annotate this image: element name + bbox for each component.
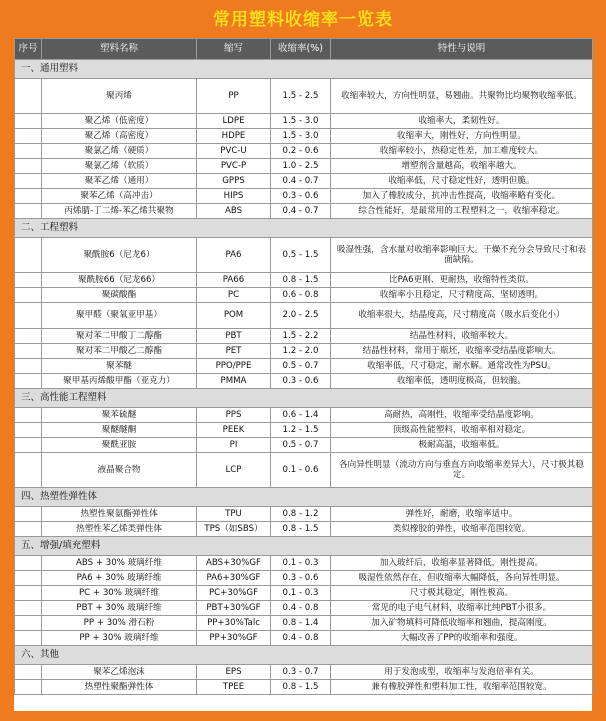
index-cell [15, 680, 42, 695]
note-cell: 结晶性材料，收缩率较大。 [331, 329, 593, 344]
index-cell [15, 631, 42, 646]
note-cell: 收缩率大，刚性好，方向性明显。 [331, 129, 593, 144]
index-cell [15, 665, 42, 680]
abbr-cell: PBT+30%GF [197, 601, 271, 616]
index-cell [15, 288, 42, 303]
rate-cell: 0.1 - 0.3 [271, 586, 331, 601]
abbr-cell: HIPS [197, 189, 271, 204]
name-cell: ABS + 30% 玻璃纤维 [42, 556, 197, 571]
page-title: 常用塑料收缩率一览表 [213, 10, 393, 30]
index-cell [15, 129, 42, 144]
name-cell: 聚苯乙烯（高冲击） [42, 189, 197, 204]
note-cell: 大幅改善了PP的收缩率和强度。 [331, 631, 593, 646]
index-cell [15, 159, 42, 174]
abbr-cell: PC [197, 288, 271, 303]
table-row [15, 174, 593, 189]
abbr-cell: LDPE [197, 114, 271, 129]
abbr-cell: HDPE [197, 129, 271, 144]
rate-cell: 0.8 - 1.5 [271, 273, 331, 288]
index-cell [15, 144, 42, 159]
name-cell: 聚碳酸酯 [42, 288, 197, 303]
rate-cell: 0.5 - 1.5 [271, 238, 331, 273]
name-cell: 聚苯醚 [42, 359, 197, 374]
note-cell: 吸湿性强，含水量对收缩率影响巨大。干燥不充分会导致尺寸和表面缺陷。 [331, 238, 593, 273]
index-cell [15, 438, 42, 453]
section-row [15, 488, 593, 507]
note-cell: 综合性能好，是最常用的工程塑料之一，收缩率稳定。 [331, 204, 593, 219]
name-cell: 聚氯乙烯（软质） [42, 159, 197, 174]
name-cell: 聚醚醚酮 [42, 423, 197, 438]
section-label: 一、通用塑料 [15, 60, 593, 79]
abbr-cell: PPS [197, 408, 271, 423]
table-row [15, 571, 593, 586]
note-cell: 收缩率小且稳定，尺寸精度高，坚韧透明。 [331, 288, 593, 303]
abbr-cell: ABS [197, 204, 271, 219]
table-row [15, 522, 593, 537]
rate-cell: 1.5 - 3.0 [271, 114, 331, 129]
index-cell [15, 374, 42, 389]
rate-cell: 0.3 - 0.7 [271, 665, 331, 680]
table-row [15, 238, 593, 273]
note-cell: 收缩率较小，热稳定性差，加工难度较大。 [331, 144, 593, 159]
table-row [15, 359, 593, 374]
rate-cell: 1.5 - 2.2 [271, 329, 331, 344]
abbr-cell: PA6 [197, 238, 271, 273]
name-cell: 热塑性聚氨酯弹性体 [42, 507, 197, 522]
table-row [15, 159, 593, 174]
name-cell: 聚对苯二甲酸丁二醇酯 [42, 329, 197, 344]
header-row [15, 39, 593, 60]
table-body [15, 60, 593, 695]
abbr-cell: TPEE [197, 680, 271, 695]
index-cell [15, 114, 42, 129]
name-cell: PP + 30% 滑石粉 [42, 616, 197, 631]
note-cell: 极耐高温，收缩率低。 [331, 438, 593, 453]
header-rate: 收缩率(%) [271, 39, 331, 60]
section-row [15, 646, 593, 665]
rate-cell: 0.2 - 0.6 [271, 144, 331, 159]
table-row [15, 374, 593, 389]
section-label: 六、其他 [15, 646, 593, 665]
note-cell: 加入了橡胶成分，抗冲击性提高，收缩率略有变化。 [331, 189, 593, 204]
abbr-cell: PP+30%GF [197, 631, 271, 646]
note-cell: 结晶性材料，常用于瓶坯，收缩率受结晶度影响大。 [331, 344, 593, 359]
abbr-cell: PBT [197, 329, 271, 344]
table-row [15, 303, 593, 329]
section-label: 二、工程塑料 [15, 219, 593, 238]
rate-cell: 0.4 - 0.7 [271, 204, 331, 219]
note-cell: 顶级高性能塑料，收缩率相对稳定。 [331, 423, 593, 438]
note-cell: 收缩率低，尺寸稳定，耐水解。通常改性为PSU。 [331, 359, 593, 374]
abbr-cell: PA6+30%GF [197, 571, 271, 586]
index-cell [15, 79, 42, 114]
name-cell: 聚酰胺66（尼龙66） [42, 273, 197, 288]
index-cell [15, 408, 42, 423]
index-cell [15, 273, 42, 288]
index-cell [15, 507, 42, 522]
rate-cell: 1.2 - 1.5 [271, 423, 331, 438]
abbr-cell: EPS [197, 665, 271, 680]
index-cell [15, 189, 42, 204]
rate-cell: 0.1 - 0.3 [271, 556, 331, 571]
table-row [15, 329, 593, 344]
index-cell [15, 571, 42, 586]
note-cell: 增塑剂含量越高，收缩率越大。 [331, 159, 593, 174]
index-cell [15, 556, 42, 571]
abbr-cell: PVC-P [197, 159, 271, 174]
rate-cell: 0.3 - 0.6 [271, 374, 331, 389]
abbr-cell: TPS（如SBS） [197, 522, 271, 537]
rate-cell: 0.4 - 0.8 [271, 601, 331, 616]
name-cell: 聚酰亚胺 [42, 438, 197, 453]
index-cell [15, 601, 42, 616]
abbr-cell: PI [197, 438, 271, 453]
name-cell: 聚对苯二甲酸乙二醇酯 [42, 344, 197, 359]
rate-cell: 1.0 - 2.5 [271, 159, 331, 174]
rate-cell: 0.3 - 0.6 [271, 571, 331, 586]
rate-cell: 1.2 - 2.0 [271, 344, 331, 359]
abbr-cell: PEEK [197, 423, 271, 438]
abbr-cell: PVC-U [197, 144, 271, 159]
section-label: 三、高性能工程塑料 [15, 389, 593, 408]
name-cell: 聚甲醛（聚氧亚甲基） [42, 303, 197, 329]
note-cell: 吸湿性依然存在，但收缩率大幅降低，各向异性明显。 [331, 571, 593, 586]
name-cell: 热塑性苯乙烯类弹性体 [42, 522, 197, 537]
note-cell: 收缩率大，柔韧性好。 [331, 114, 593, 129]
name-cell: 液晶聚合物 [42, 453, 197, 488]
rate-cell: 0.4 - 0.8 [271, 631, 331, 646]
name-cell: 丙烯腈-丁二烯-苯乙烯共聚物 [42, 204, 197, 219]
note-cell: 用于发泡成型，收缩率与发泡倍率有关。 [331, 665, 593, 680]
table-sheet [14, 38, 592, 711]
name-cell: 聚酰胺6（尼龙6） [42, 238, 197, 273]
rate-cell: 0.6 - 1.4 [271, 408, 331, 423]
index-cell [15, 238, 42, 273]
rate-cell: 0.1 - 0.6 [271, 453, 331, 488]
table-row [15, 423, 593, 438]
note-cell: 兼有橡胶弹性和塑料加工性，收缩率范围较宽。 [331, 680, 593, 695]
name-cell: 聚乙烯（高密度） [42, 129, 197, 144]
note-cell: 收缩率较大，方向性明显，易翘曲。共聚物比均聚物收缩率低。 [331, 79, 593, 114]
note-cell: 弹性好，耐磨，收缩率适中。 [331, 507, 593, 522]
abbr-cell: PP [197, 79, 271, 114]
rate-cell: 0.8 - 1.4 [271, 616, 331, 631]
table-row [15, 144, 593, 159]
note-cell: 收缩率低，透明度极高，但较脆。 [331, 374, 593, 389]
header-name: 塑料名称 [42, 39, 197, 60]
index-cell [15, 329, 42, 344]
table-row [15, 438, 593, 453]
note-cell: 各向异性明显（流动方向与垂直方向收缩率差异大），尺寸极其稳定。 [331, 453, 593, 488]
note-cell: 加入玻纤后，收缩率显著降低，刚性提高。 [331, 556, 593, 571]
name-cell: 聚氯乙烯（硬质） [42, 144, 197, 159]
header-index: 序号 [15, 39, 42, 60]
section-label: 四、热塑性弹性体 [15, 488, 593, 507]
rate-cell: 0.5 - 0.7 [271, 359, 331, 374]
abbr-cell: PET [197, 344, 271, 359]
section-label: 五、增强/填充塑料 [15, 537, 593, 556]
name-cell: PA6 + 30% 玻璃纤维 [42, 571, 197, 586]
abbr-cell: PP+30%Talc [197, 616, 271, 631]
note-cell: 收缩率低，尺寸稳定性好，透明但脆。 [331, 174, 593, 189]
abbr-cell: POM [197, 303, 271, 329]
section-row [15, 389, 593, 408]
name-cell: 聚苯乙烯泡沫 [42, 665, 197, 680]
table-row [15, 189, 593, 204]
note-cell: 类似橡胶的弹性，收缩率范围较宽。 [331, 522, 593, 537]
rate-cell: 0.8 - 1.5 [271, 522, 331, 537]
index-cell [15, 204, 42, 219]
abbr-cell: ABS+30%GF [197, 556, 271, 571]
index-cell [15, 303, 42, 329]
rate-cell: 0.5 - 0.7 [271, 438, 331, 453]
name-cell: PP + 30% 玻璃纤维 [42, 631, 197, 646]
index-cell [15, 586, 42, 601]
name-cell: 热塑性聚酯弹性体 [42, 680, 197, 695]
index-cell [15, 522, 42, 537]
shrinkage-table [14, 38, 593, 695]
name-cell: 聚甲基丙烯酸甲酯（亚克力） [42, 374, 197, 389]
index-cell [15, 359, 42, 374]
rate-cell: 0.3 - 0.6 [271, 189, 331, 204]
note-cell: 加入矿物填料可降低收缩率和翘曲，提高刚度。 [331, 616, 593, 631]
abbr-cell: GPPS [197, 174, 271, 189]
table-row [15, 204, 593, 219]
name-cell: 聚丙烯 [42, 79, 197, 114]
note-cell: 高耐热，高刚性，收缩率受结晶度影响。 [331, 408, 593, 423]
table-row [15, 344, 593, 359]
abbr-cell: LCP [197, 453, 271, 488]
section-row [15, 219, 593, 238]
table-row [15, 408, 593, 423]
note-cell: 常见的电子电气材料，收缩率比纯PBT小很多。 [331, 601, 593, 616]
rate-cell: 2.0 - 2.5 [271, 303, 331, 329]
table-row [15, 616, 593, 631]
rate-cell: 0.8 - 1.5 [271, 680, 331, 695]
table-row [15, 586, 593, 601]
abbr-cell: TPU [197, 507, 271, 522]
table-row [15, 601, 593, 616]
table-row [15, 79, 593, 114]
rate-cell: 1.5 - 3.0 [271, 129, 331, 144]
index-cell [15, 344, 42, 359]
rate-cell: 0.6 - 0.8 [271, 288, 331, 303]
section-row [15, 60, 593, 79]
table-row [15, 507, 593, 522]
note-cell: 比PA6更刚、更耐热，收缩特性类似。 [331, 273, 593, 288]
name-cell: 聚乙烯（低密度） [42, 114, 197, 129]
table-row [15, 556, 593, 571]
table-row [15, 680, 593, 695]
rate-cell: 0.8 - 1.2 [271, 507, 331, 522]
header-note: 特性与说明 [331, 39, 593, 60]
rate-cell: 0.4 - 0.7 [271, 174, 331, 189]
abbr-cell: PPO/PPE [197, 359, 271, 374]
note-cell: 尺寸极其稳定，刚性极高。 [331, 586, 593, 601]
index-cell [15, 423, 42, 438]
name-cell: PBT + 30% 玻璃纤维 [42, 601, 197, 616]
index-cell [15, 616, 42, 631]
table-row [15, 631, 593, 646]
name-cell: PC + 30% 玻璃纤维 [42, 586, 197, 601]
abbr-cell: PA66 [197, 273, 271, 288]
note-cell: 收缩率很大，结晶度高，尺寸精度高（吸水后变化小） [331, 303, 593, 329]
abbr-cell: PMMA [197, 374, 271, 389]
table-row [15, 273, 593, 288]
table-row [15, 453, 593, 488]
name-cell: 聚苯乙烯（通用） [42, 174, 197, 189]
table-row [15, 129, 593, 144]
index-cell [15, 174, 42, 189]
name-cell: 聚苯硫醚 [42, 408, 197, 423]
header-abbr: 缩写 [197, 39, 271, 60]
section-row [15, 537, 593, 556]
index-cell [15, 453, 42, 488]
table-row [15, 288, 593, 303]
rate-cell: 1.5 - 2.5 [271, 79, 331, 114]
table-row [15, 665, 593, 680]
table-row [15, 114, 593, 129]
abbr-cell: PC+30%GF [197, 586, 271, 601]
